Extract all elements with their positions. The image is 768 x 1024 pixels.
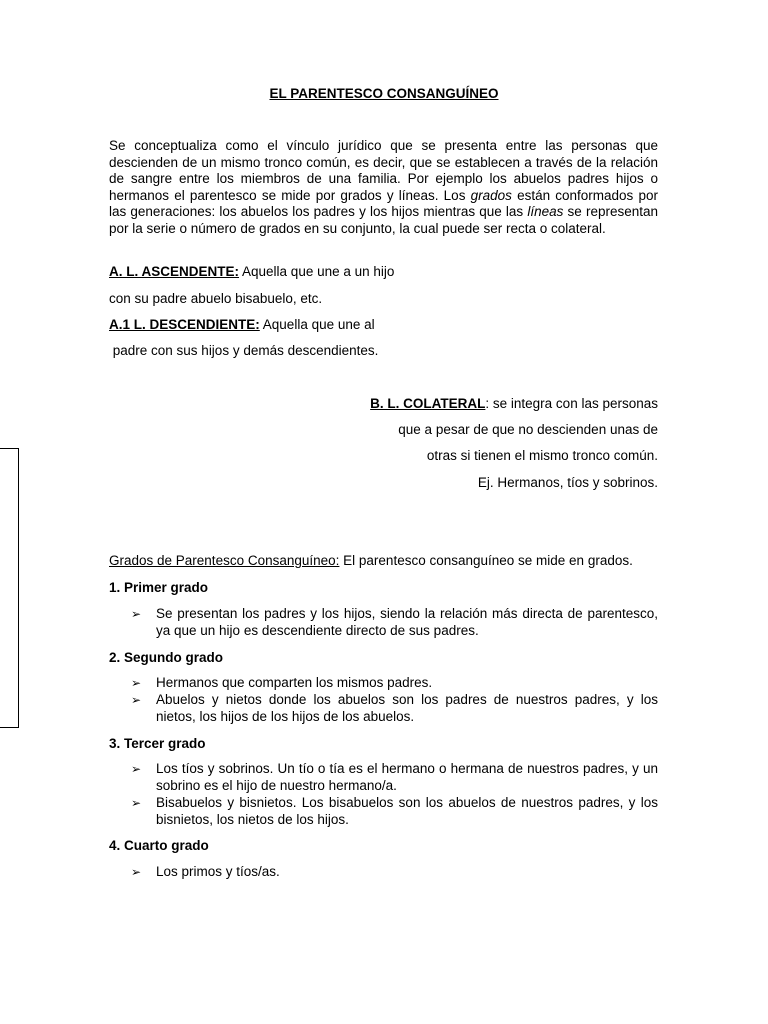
list-item-text: Abuelos y nietos donde los abuelos son los padres de nuestros padres, y los nietos, los hijos de los hijos de los abuelos. [156,692,658,724]
grados-heading: Grados de Parentesco Consanguíneo: [109,553,340,568]
ascendente-line-2: con su padre abuelo bisabuelo, etc. [109,291,323,306]
list-item [109,864,658,881]
arrow-bullet-icon: ➢ [131,865,142,879]
list-item [109,692,658,725]
grade-2-title: 2. Segundo grado [109,650,224,665]
page-edge-box [0,448,19,728]
grados-heading-line [109,553,633,568]
intro-text-2: están conformados por las generaciones: los abuelos los padres y los hijos mientras que las [109,187,658,220]
colateral-text-1: : se integra con las personas [485,396,658,411]
arrow-bullet-icon: ➢ [131,607,142,621]
colateral-line-1 [370,396,658,411]
grade-3-title: 3. Tercer grado [109,736,206,751]
arrow-bullet-icon: ➢ [131,676,142,690]
descendiente-text-1: Aquella que une al [259,317,375,332]
grados-heading-rest: El parentesco consanguíneo se mide en grados. [339,553,633,568]
intro-lineas-italic: líneas [527,204,564,220]
arrow-bullet-icon: ➢ [131,796,142,810]
arrow-bullet-icon: ➢ [131,693,142,707]
list-item-text: Bisabuelos y bisnietos. Los bisabuelos son los abuelos de nuestros padres, y los bisnietos, los nietos de los hijos. [156,795,658,827]
list-item-text: Los primos y tíos/as. [156,864,280,879]
intro-grados-italic: grados [470,187,512,203]
intro-paragraph [109,138,658,238]
list-item-text: Los tíos y sobrinos. Un tío o tía es el hermano o hermana de nuestros padres, y un sobrino es el hijo de nuestro hermano/a. [156,761,658,793]
ascendente-text-1: Aquella que une a un hijo [239,264,395,279]
colateral-line-3: otras si tienen el mismo tronco común. [426,448,658,463]
intro-text-3: se representan por la serie o número de grados en su conjunto, la cual puede ser recta o colateral. [109,204,658,236]
list-item [109,606,658,639]
list-item-text: Hermanos que comparten los mismos padres. [156,675,433,690]
ascendente-label: A. L. ASCENDENTE: [109,264,240,279]
descendiente-line-1 [109,317,375,332]
list-item-text: Se presentan los padres y los hijos, siendo la relación más directa de parentesco, ya que un hijo es descendiente directo de sus padres. [156,606,658,638]
colateral-line-2: que a pesar de que no descienden unas de [398,422,658,437]
grade-4-title: 4. Cuarto grado [109,838,209,853]
document-title: EL PARENTESCO CONSANGUÍNEO [269,86,499,101]
grade-1-title: 1. Primer grado [109,580,209,595]
arrow-bullet-icon: ➢ [131,762,142,776]
list-item [109,795,658,828]
ascendente-line-1 [109,264,394,279]
list-item [109,675,658,692]
intro-text-1: Se conceptualiza como el vínculo jurídico que se presenta entre las personas que descienden de un mismo tronco común, es decir, que se establecen a través de la relación de sangre entre los miembros de una familia. Por ejemplo los abuelos padres hijos o hermanos el parentesco se mide por grados y líneas. Los [109,138,658,203]
colateral-line-4: Ej. Hermanos, tíos y sobrinos. [477,475,658,490]
colateral-label: B. L. COLATERAL [370,396,486,411]
descendiente-line-2: padre con sus hijos y demás descendientes. [109,343,379,358]
descendiente-label: A.1 L. DESCENDIENTE: [109,317,260,332]
list-item [109,761,658,794]
